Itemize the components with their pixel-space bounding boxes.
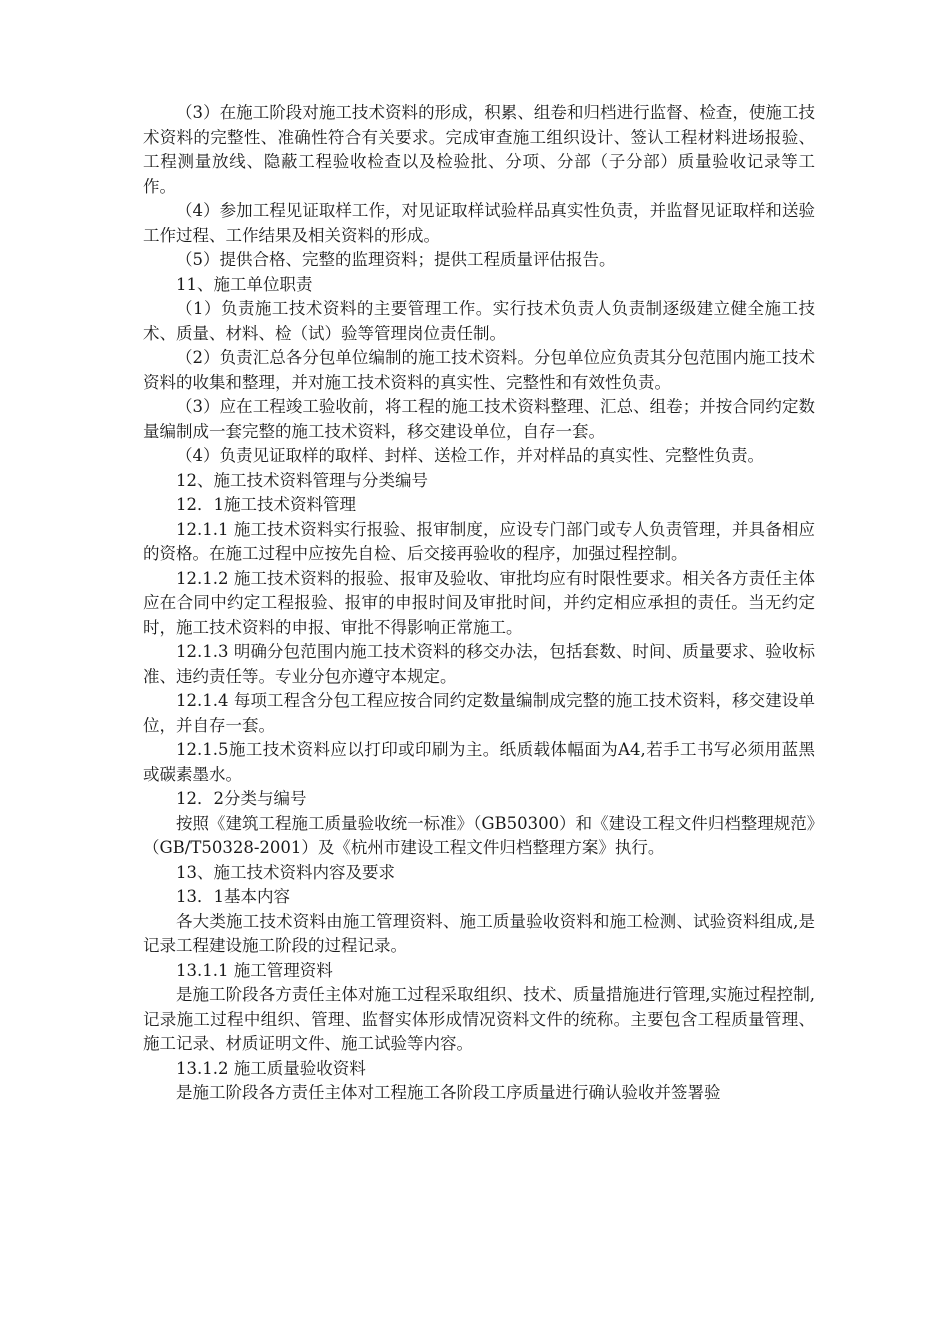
paragraph-contractor-1: （1）负责施工技术资料的主要管理工作。实行技术负责人负责制逐级建立健全施工技术、质量、材料、检（试）验等管理岗位责任制。 — [143, 299, 815, 343]
clause-12-1-1: 12.1.1 施工技术资料实行报验、报审制度，应设专门部门或专人负责管理，并具备相应的资格。在施工过程中应按先自检、后交接再验收的程序，加强过程控制。 — [143, 519, 815, 563]
subsection-heading-12-1: 12．1施工技术资料管理 — [176, 495, 356, 514]
section-heading-13: 13、施工技术资料内容及要求 — [176, 862, 395, 882]
paragraph-contractor-4: （4）负责见证取样的取样、封样、送检工作，并对样品的真实性、完整性负责。 — [176, 446, 764, 465]
clause-12-1-2: 12.1.2 施工技术资料的报验、报审及验收、审批均应有时限性要求。相关各方责任主体应在合同中约定工程报验、报审的申报时间及审批时间，并约定相应承担的责任。当无约定时，施工技术资料的申报、审批不得影响正常施工。 — [143, 568, 815, 637]
subsection-heading-12-2: 12．2分类与编号 — [176, 789, 307, 808]
paragraph-basic-content: 各大类施工技术资料由施工管理资料、施工质量验收资料和施工检测、试验资料组成,是记录工程建设施工阶段的过程记录。 — [143, 911, 815, 955]
clause-heading-13-1-2: 13.1.2 施工质量验收资料 — [176, 1058, 366, 1078]
clause-12-1-4: 12.1.4 每项工程含分包工程应按合同约定数量编制成完整的施工技术资料，移交建设单位，并自存一套。 — [143, 691, 815, 735]
paragraph-supervision-5: （5）提供合格、完整的监理资料；提供工程质量评估报告。 — [176, 250, 616, 269]
clause-12-1-5: 12.1.5施工技术资料应以打印或印刷为主。纸质载体幅面为A4,若手工书写必须用蓝黑或碳素墨水。 — [143, 740, 815, 784]
paragraph-supervision-3: （3）在施工阶段对施工技术资料的形成，积累、组卷和归档进行监督、检查，使施工技术资料的完整性、准确性符合有关要求。完成审查施工组织设计、签认工程材料进场报验、工程测量放线、隐蔽工程验收检查以及检验批、分项、分部（子分部）质量验收记录等工作。 — [143, 103, 815, 196]
document-body — [143, 101, 815, 1106]
paragraph-acceptance-docs: 是施工阶段各方责任主体对工程施工各阶段工序质量进行确认验收并签署验 — [176, 1083, 721, 1102]
clause-12-1-3: 12.1.3 明确分包范围内施工技术资料的移交办法，包括套数、时间、质量要求、验收标准、违约责任等。专业分包亦遵守本规定。 — [143, 642, 815, 686]
section-heading-12: 12、施工技术资料管理与分类编号 — [176, 470, 428, 490]
paragraph-supervision-4: （4）参加工程见证取样工作，对见证取样试验样品真实性负责，并监督见证取样和送验工作过程、工作结果及相关资料的形成。 — [143, 201, 815, 245]
subsection-heading-13-1: 13．1基本内容 — [176, 887, 290, 906]
paragraph-classification: 按照《建筑工程施工质量验收统一标准》（GB50300）和《建设工程文件归档整理规范》（GB/T50328-2001）及《杭州市建设工程文件归档整理方案》执行。 — [143, 813, 815, 857]
paragraph-contractor-3: （3）应在工程竣工验收前，将工程的施工技术资料整理、汇总、组卷；并按合同约定数量编制成一套完整的施工技术资料，移交建设单位，自存一套。 — [143, 397, 815, 441]
paragraph-contractor-2: （2）负责汇总各分包单位编制的施工技术资料。分包单位应负责其分包范围内施工技术资料的收集和整理，并对施工技术资料的真实性、完整性和有效性负责。 — [143, 348, 815, 392]
paragraph-management-docs: 是施工阶段各方责任主体对施工过程采取组织、技术、质量措施进行管理,实施过程控制,记录施工过程中组织、管理、监督实体形成情况资料文件的统称。主要包含工程质量管理、施工记录、材质证明文件、施工试验等内容。 — [143, 985, 815, 1053]
clause-heading-13-1-1: 13.1.1 施工管理资料 — [176, 960, 333, 980]
section-heading-11: 11、施工单位职责 — [176, 274, 313, 294]
